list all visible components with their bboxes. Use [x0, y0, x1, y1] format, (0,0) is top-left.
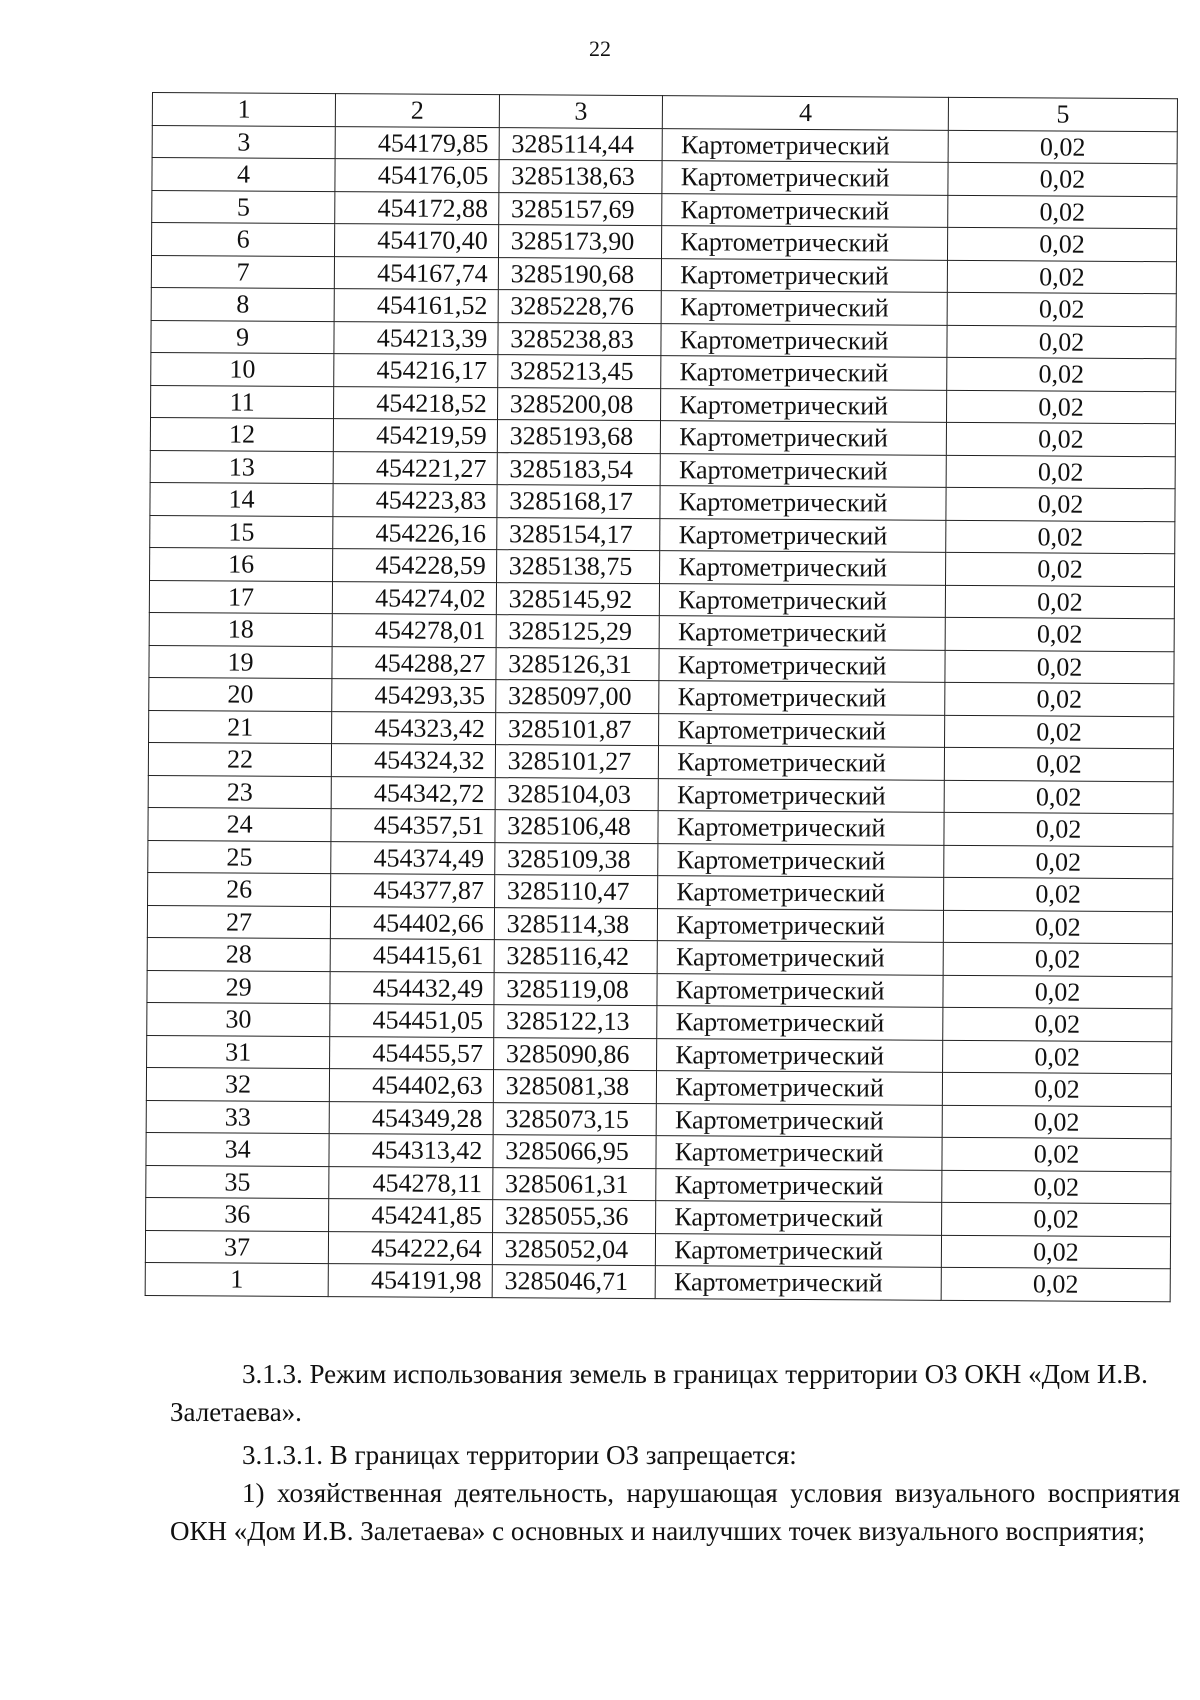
method-cell: Картометрический: [657, 941, 943, 975]
x-coordinate-cell: 454221,27: [333, 451, 497, 484]
point-number-cell: 28: [147, 937, 330, 971]
accuracy-cell: 0,02: [943, 910, 1172, 944]
point-number-cell: 24: [148, 807, 331, 841]
y-coordinate-cell: 3285055,36: [492, 1200, 656, 1233]
y-coordinate-cell: 3285138,63: [499, 160, 663, 193]
point-number-cell: 37: [145, 1230, 328, 1264]
accuracy-cell: 0,02: [943, 1007, 1172, 1041]
point-number-cell: 5: [152, 190, 335, 224]
accuracy-cell: 0,02: [944, 780, 1173, 814]
method-cell: Картометрический: [658, 778, 944, 812]
x-coordinate-cell: 454313,42: [329, 1134, 493, 1167]
y-coordinate-cell: 3285200,08: [497, 387, 661, 420]
y-coordinate-cell: 3285090,86: [493, 1037, 657, 1070]
y-coordinate-cell: 3285126,31: [496, 647, 660, 680]
y-coordinate-cell: 3285114,38: [494, 907, 658, 940]
method-cell: Картометрический: [655, 1266, 941, 1300]
accuracy-cell: 0,02: [947, 357, 1176, 391]
accuracy-cell: 0,02: [948, 162, 1177, 196]
method-cell: Картометрический: [657, 973, 943, 1007]
accuracy-cell: 0,02: [943, 1040, 1172, 1074]
point-number-cell: 10: [151, 352, 334, 386]
accuracy-cell: 0,02: [946, 520, 1175, 554]
method-cell: Картометрический: [662, 128, 948, 162]
method-cell: Картометрический: [661, 356, 947, 390]
accuracy-cell: 0,02: [946, 552, 1175, 586]
coordinates-table: [145, 92, 1178, 1302]
accuracy-cell: 0,02: [944, 747, 1173, 781]
x-coordinate-cell: 454357,51: [331, 809, 495, 842]
method-cell: Картометрический: [657, 1006, 943, 1040]
x-coordinate-cell: 454179,85: [335, 126, 499, 159]
method-cell: Картометрический: [660, 486, 946, 520]
method-cell: Картометрический: [661, 388, 947, 422]
x-coordinate-cell: 454288,27: [332, 646, 496, 679]
method-cell: Картометрический: [661, 291, 947, 325]
x-coordinate-cell: 454377,87: [331, 874, 495, 907]
point-number-cell: 11: [151, 385, 334, 419]
accuracy-cell: 0,02: [943, 975, 1172, 1009]
point-number-cell: 35: [146, 1165, 329, 1199]
accuracy-cell: 0,02: [942, 1105, 1171, 1139]
y-coordinate-cell: 3285061,31: [492, 1167, 656, 1200]
x-coordinate-cell: 454216,17: [334, 354, 498, 387]
method-cell: Картометрический: [660, 583, 946, 617]
method-cell: Картометрический: [656, 1233, 942, 1267]
y-coordinate-cell: 3285238,83: [498, 322, 662, 355]
accuracy-cell: 0,02: [946, 390, 1175, 424]
y-coordinate-cell: 3285052,04: [492, 1232, 656, 1265]
y-coordinate-cell: 3285154,17: [496, 517, 660, 550]
method-cell: Картометрический: [660, 518, 946, 552]
y-coordinate-cell: 3285104,03: [495, 777, 659, 810]
accuracy-cell: 0,02: [948, 130, 1177, 164]
point-number-cell: 33: [146, 1100, 329, 1134]
method-cell: Картометрический: [660, 453, 946, 487]
point-number-cell: 23: [148, 775, 331, 809]
method-cell: Картометрический: [656, 1201, 942, 1235]
y-coordinate-cell: 3285193,68: [497, 420, 661, 453]
accuracy-cell: 0,02: [946, 455, 1175, 489]
y-coordinate-cell: 3285213,45: [497, 355, 661, 388]
header-cell: 4: [663, 96, 949, 130]
x-coordinate-cell: 454161,52: [334, 289, 498, 322]
method-cell: Картометрический: [662, 161, 948, 195]
x-coordinate-cell: 454219,59: [333, 419, 497, 452]
accuracy-cell: 0,02: [941, 1267, 1170, 1301]
y-coordinate-cell: 3285046,71: [492, 1265, 656, 1298]
accuracy-cell: 0,02: [942, 1072, 1171, 1106]
x-coordinate-cell: 454172,88: [335, 191, 499, 224]
point-number-cell: 31: [147, 1035, 330, 1069]
y-coordinate-cell: 3285097,00: [495, 680, 659, 713]
point-number-cell: 4: [152, 158, 335, 192]
accuracy-cell: 0,02: [945, 715, 1174, 749]
method-cell: Картометрический: [658, 908, 944, 942]
point-number-cell: 18: [149, 612, 332, 646]
method-cell: Картометрический: [658, 811, 944, 845]
accuracy-cell: 0,02: [946, 487, 1175, 521]
method-cell: Картометрический: [658, 876, 944, 910]
header-cell: 2: [335, 94, 499, 127]
point-number-cell: 22: [148, 742, 331, 776]
x-coordinate-cell: 454218,52: [334, 386, 498, 419]
y-coordinate-cell: 3285125,29: [496, 615, 660, 648]
accuracy-cell: 0,02: [946, 422, 1175, 456]
y-coordinate-cell: 3285122,13: [493, 1005, 657, 1038]
point-number-cell: 27: [147, 905, 330, 939]
y-coordinate-cell: 3285190,68: [498, 257, 662, 290]
table-row: [145, 1262, 1170, 1301]
x-coordinate-cell: 454223,83: [333, 484, 497, 517]
point-number-cell: 26: [148, 872, 331, 906]
method-cell: Картометрический: [657, 1071, 943, 1105]
accuracy-cell: 0,02: [944, 845, 1173, 879]
accuracy-cell: 0,02: [942, 1170, 1171, 1204]
accuracy-cell: 0,02: [942, 1137, 1171, 1171]
accuracy-cell: 0,02: [941, 1235, 1170, 1269]
method-cell: Картометрический: [659, 648, 945, 682]
y-coordinate-cell: 3285114,44: [499, 127, 663, 160]
y-coordinate-cell: 3285183,54: [497, 452, 661, 485]
y-coordinate-cell: 3285066,95: [493, 1135, 657, 1168]
x-coordinate-cell: 454324,32: [332, 744, 496, 777]
y-coordinate-cell: 3285073,15: [493, 1102, 657, 1135]
x-coordinate-cell: 454278,01: [332, 614, 496, 647]
y-coordinate-cell: 3285157,69: [498, 192, 662, 225]
method-cell: Картометрический: [658, 843, 944, 877]
point-number-cell: 1: [145, 1262, 328, 1296]
method-cell: Картометрический: [661, 323, 947, 357]
method-cell: Картометрический: [659, 713, 945, 747]
accuracy-cell: 0,02: [942, 1202, 1171, 1236]
x-coordinate-cell: 454278,11: [329, 1166, 493, 1199]
point-number-cell: 14: [150, 482, 333, 516]
x-coordinate-cell: 454191,98: [328, 1264, 492, 1297]
x-coordinate-cell: 454342,72: [331, 776, 495, 809]
point-number-cell: 25: [148, 840, 331, 874]
accuracy-cell: 0,02: [947, 292, 1176, 326]
y-coordinate-cell: 3285168,17: [497, 485, 661, 518]
method-cell: Картометрический: [662, 226, 948, 260]
x-coordinate-cell: 454226,16: [333, 516, 497, 549]
point-number-cell: 29: [147, 970, 330, 1004]
x-coordinate-cell: 454241,85: [329, 1199, 493, 1232]
point-number-cell: 32: [146, 1067, 329, 1101]
point-number-cell: 21: [149, 710, 332, 744]
method-cell: Картометрический: [661, 421, 947, 455]
method-cell: Картометрический: [657, 1038, 943, 1072]
point-number-cell: 15: [150, 515, 333, 549]
header-cell: 5: [948, 97, 1177, 131]
x-coordinate-cell: 454402,63: [330, 1069, 494, 1102]
x-coordinate-cell: 454349,28: [329, 1101, 493, 1134]
x-coordinate-cell: 454415,61: [330, 939, 494, 972]
accuracy-cell: 0,02: [947, 325, 1176, 359]
header-cell: 1: [152, 93, 335, 127]
x-coordinate-cell: 454455,57: [330, 1036, 494, 1069]
x-coordinate-cell: 454293,35: [332, 679, 496, 712]
point-number-cell: 17: [149, 580, 332, 614]
y-coordinate-cell: 3285173,90: [498, 225, 662, 258]
point-number-cell: 9: [151, 320, 334, 354]
y-coordinate-cell: 3285101,27: [495, 745, 659, 778]
y-coordinate-cell: 3285145,92: [496, 582, 660, 615]
point-number-cell: 12: [150, 417, 333, 451]
x-coordinate-cell: 454176,05: [335, 159, 499, 192]
method-cell: Картометрический: [662, 258, 948, 292]
accuracy-cell: 0,02: [945, 585, 1174, 619]
x-coordinate-cell: 454228,59: [333, 549, 497, 582]
x-coordinate-cell: 454323,42: [332, 711, 496, 744]
method-cell: Картометрический: [659, 616, 945, 650]
accuracy-cell: 0,02: [944, 877, 1173, 911]
accuracy-cell: 0,02: [947, 227, 1176, 261]
page-number: 22: [589, 36, 611, 61]
point-number-cell: 20: [149, 677, 332, 711]
y-coordinate-cell: 3285119,08: [494, 972, 658, 1005]
point-number-cell: 8: [151, 287, 334, 321]
method-cell: Картометрический: [659, 681, 945, 715]
method-cell: Картометрический: [662, 193, 948, 227]
y-coordinate-cell: 3285101,87: [495, 712, 659, 745]
accuracy-cell: 0,02: [945, 650, 1174, 684]
x-coordinate-cell: 454170,40: [335, 224, 499, 257]
section-heading-3-1-3-1: 3.1.3.1. В границах территории ОЗ запрещается:: [242, 1440, 797, 1470]
point-number-cell: 13: [150, 450, 333, 484]
accuracy-cell: 0,02: [943, 942, 1172, 976]
method-cell: Картометрический: [656, 1168, 942, 1202]
point-number-cell: 6: [152, 223, 335, 257]
point-number-cell: 19: [149, 645, 332, 679]
accuracy-cell: 0,02: [945, 682, 1174, 716]
y-coordinate-cell: 3285106,48: [495, 810, 659, 843]
x-coordinate-cell: 454374,49: [331, 841, 495, 874]
x-coordinate-cell: 454451,05: [330, 1004, 494, 1037]
x-coordinate-cell: 454213,39: [334, 321, 498, 354]
x-coordinate-cell: 454402,66: [331, 906, 495, 939]
x-coordinate-cell: 454274,02: [333, 581, 497, 614]
point-number-cell: 34: [146, 1132, 329, 1166]
x-coordinate-cell: 454432,49: [330, 971, 494, 1004]
method-cell: Картометрический: [656, 1136, 942, 1170]
y-coordinate-cell: 3285138,75: [496, 550, 660, 583]
y-coordinate-cell: 3285116,42: [494, 940, 658, 973]
accuracy-cell: 0,02: [945, 617, 1174, 651]
method-cell: Картометрический: [659, 746, 945, 780]
accuracy-cell: 0,02: [948, 195, 1177, 229]
header-cell: 3: [499, 95, 663, 128]
point-number-cell: 30: [147, 1002, 330, 1036]
y-coordinate-cell: 3285081,38: [493, 1070, 657, 1103]
accuracy-cell: 0,02: [944, 812, 1173, 846]
point-number-cell: 7: [151, 255, 334, 289]
y-coordinate-cell: 3285228,76: [498, 290, 662, 323]
point-number-cell: 16: [150, 547, 333, 581]
point-number-cell: 3: [152, 125, 335, 159]
y-coordinate-cell: 3285109,38: [494, 842, 658, 875]
method-cell: Картометрический: [660, 551, 946, 585]
method-cell: Картометрический: [656, 1103, 942, 1137]
x-coordinate-cell: 454222,64: [329, 1231, 493, 1264]
point-number-cell: 36: [146, 1197, 329, 1231]
accuracy-cell: 0,02: [947, 260, 1176, 294]
list-item-1: 1) хозяйственная деятельность, нарушающая условия визуального восприятия ОКН «Дом И.В. Залетаева» с основных и наилучших точек визуального восприятия;: [170, 1478, 1180, 1546]
x-coordinate-cell: 454167,74: [334, 256, 498, 289]
y-coordinate-cell: 3285110,47: [494, 875, 658, 908]
section-heading-3-1-3: 3.1.3. Режим использования земель в границах территории ОЗ ОКН «Дом И.В. Залетаева».: [170, 1359, 1148, 1427]
